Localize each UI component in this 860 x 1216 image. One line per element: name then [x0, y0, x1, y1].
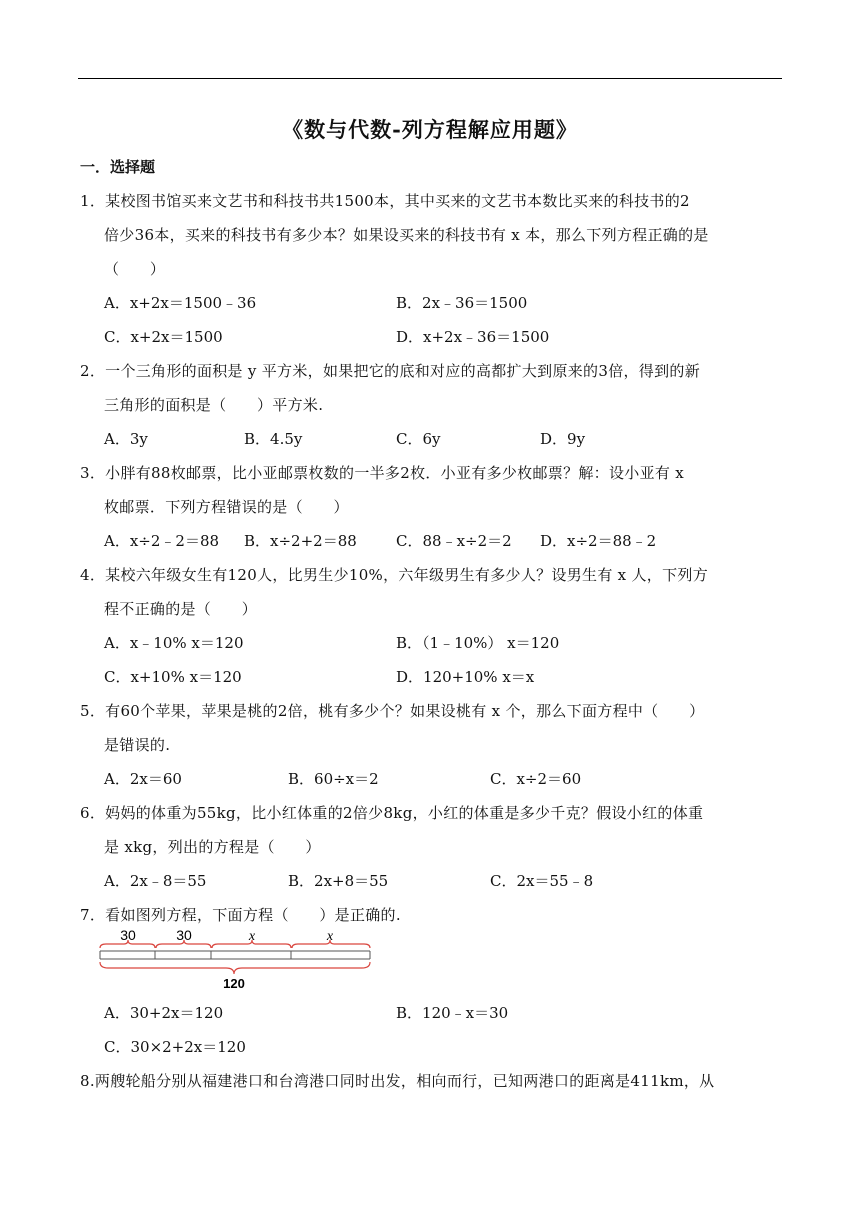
question-2-option-b[interactable]: B．4.5y — [244, 430, 303, 448]
question-3-line-2: 枚邮票．下列方程错误的是（ ） — [104, 498, 349, 516]
question-3-option-c[interactable]: C．88﹣x÷2＝2 — [396, 532, 512, 550]
question-1-option-c[interactable]: C．x+2x＝1500 — [104, 328, 223, 346]
question-8-line-1: 8.两艘轮船分别从福建港口和台湾港口同时出发，相向而行，已知两港口的距离是411km，从 — [80, 1072, 715, 1090]
question-3-option-b[interactable]: B．x÷2+2＝88 — [244, 532, 357, 550]
question-6-option-a[interactable]: A．2x﹣8＝55 — [104, 872, 207, 890]
page-title: 《数与代数-列方程解应用题》 — [282, 117, 578, 142]
top-braces — [100, 940, 370, 948]
question-4-line-2: 程不正确的是（ ） — [104, 600, 258, 618]
segment-label-3: x — [248, 929, 256, 944]
question-7-line-1: 7．看如图列方程，下面方程（ ）是正确的. — [80, 906, 401, 924]
question-2-option-d[interactable]: D．9y — [540, 430, 586, 448]
segment-label-1: 30 — [120, 927, 136, 943]
question-7-option-a[interactable]: A．30+2x＝120 — [104, 1004, 224, 1022]
question-5-line-2: 是错误的. — [104, 736, 171, 754]
question-4-option-d[interactable]: D．120+10% x＝x — [396, 668, 535, 686]
question-1-line-2: 倍少36本，买来的科技书有多少本？如果设买来的科技书有 x 本，那么下列方程正确的是 — [104, 226, 709, 244]
question-4-option-c[interactable]: C．x+10% x＝120 — [104, 668, 242, 686]
question-3-option-a[interactable]: A．x÷2﹣2＝88 — [104, 532, 220, 550]
question-7-option-b[interactable]: B．120﹣x＝30 — [396, 1004, 509, 1022]
question-1-line-1: 1．某校图书馆买来文艺书和科技书共1500本，其中买来的文艺书本数比买来的科技书的2 — [80, 192, 690, 210]
segment-label-4: x — [326, 929, 334, 944]
question-4-option-b[interactable]: B．（1﹣10%） x＝120 — [396, 634, 560, 652]
question-2-line-1: 2．一个三角形的面积是 y 平方米，如果把它的底和对应的高都扩大到原来的3倍，得到的新 — [80, 362, 701, 380]
question-1-option-d[interactable]: D．x+2x﹣36＝1500 — [396, 328, 550, 346]
question-5-option-c[interactable]: C．x÷2＝60 — [490, 770, 582, 788]
question-3-line-1: 3．小胖有88枚邮票，比小亚邮票枚数的一半多2枚．小亚有多少枚邮票？解：设小亚有 x — [80, 464, 685, 482]
question-4-line-1: 4．某校六年级女生有120人，比男生少10%，六年级男生有多少人？设男生有 x 人，下列方 — [80, 566, 709, 584]
header-rule — [78, 78, 782, 79]
question-3-option-d[interactable]: D．x÷2＝88﹣2 — [540, 532, 657, 550]
question-6-option-c[interactable]: C．2x＝55﹣8 — [490, 872, 594, 890]
question-2-option-c[interactable]: C．6y — [396, 430, 441, 448]
segment-diagram — [98, 926, 378, 992]
question-2-line-2: 三角形的面积是（ ）平方米. — [104, 396, 324, 414]
question-5-line-1: 5．有60个苹果，苹果是桃的2倍，桃有多少个？如果设桃有 x 个，那么下面方程中（ ） — [80, 702, 705, 720]
question-6-line-1: 6．妈妈的体重为55kg，比小红体重的2倍少8kg，小红的体重是多少千克？假设小红的体重 — [80, 804, 704, 822]
question-5-option-b[interactable]: B．60÷x＝2 — [288, 770, 379, 788]
question-1-line-3: （ ） — [104, 260, 166, 278]
segment-label-2: 30 — [176, 927, 192, 943]
question-6-line-2: 是 xkg，列出的方程是（ ） — [104, 838, 321, 856]
question-1-option-a[interactable]: A．x+2x＝1500﹣36 — [104, 294, 257, 312]
question-5-option-a[interactable]: A．2x＝60 — [104, 770, 182, 788]
total-label: 120 — [223, 976, 245, 991]
bottom-brace — [100, 962, 370, 974]
question-4-option-a[interactable]: A．x﹣10% x＝120 — [104, 634, 244, 652]
question-7-option-c[interactable]: C．30×2+2x＝120 — [104, 1038, 246, 1056]
question-1-option-b[interactable]: B．2x﹣36＝1500 — [396, 294, 528, 312]
question-6-option-b[interactable]: B．2x+8＝55 — [288, 872, 389, 890]
segment-bar — [100, 951, 370, 959]
section-heading: 一．选择题 — [80, 158, 156, 176]
question-2-option-a[interactable]: A．3y — [104, 430, 148, 448]
